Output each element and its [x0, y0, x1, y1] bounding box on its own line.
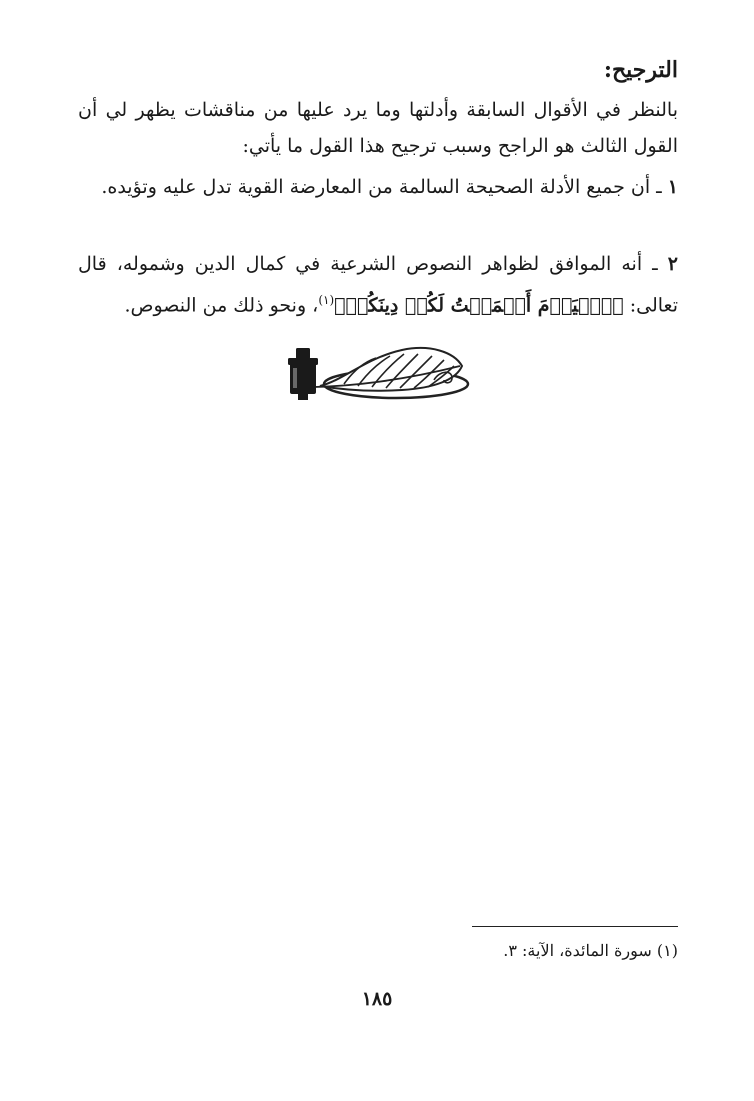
point-two: [78, 246, 678, 323]
section-heading: الترجيح:: [603, 57, 678, 83]
point-two-text-before: أنه الموافق لظواهر النصوص الشرعية في كمال الدين وشموله، قال تعالى:: [78, 253, 678, 317]
intro-paragraph: بالنظر في الأقوال السابقة وأدلتها وما يرد عليها من مناقشات يظهر لي أن القول الثالث هو الراجح وسبب ترجيح هذا القول ما يأتي:: [78, 99, 678, 157]
footnote: [503, 938, 678, 964]
point-one-number: ١: [667, 176, 678, 198]
footnote-divider: [472, 926, 678, 927]
point-one-dash: ـ: [650, 176, 668, 198]
point-two-number: ٢: [667, 253, 678, 275]
point-one: [78, 169, 678, 205]
point-two-dash: ـ: [642, 253, 668, 275]
page-number: ١٨٥: [361, 988, 393, 1010]
footnote-marker: (١): [656, 941, 678, 960]
footnote-text: سورة المائدة، الآية: ٣.: [503, 941, 652, 960]
quran-verse: ﴿ٱلۡيَوۡمَ أَكۡمَلۡتُ لَكُمۡ دِينَكُمۡ﴾: [334, 294, 624, 317]
footnote-reference: (١): [318, 293, 335, 307]
quill-inkwell-ornament-icon: [284, 340, 472, 404]
point-one-text: أن جميع الأدلة الصحيحة السالمة من المعارضة القوية تدل عليه وتؤيده.: [101, 176, 651, 198]
point-two-text-after: ، ونحو ذلك من النصوص.: [124, 294, 319, 317]
